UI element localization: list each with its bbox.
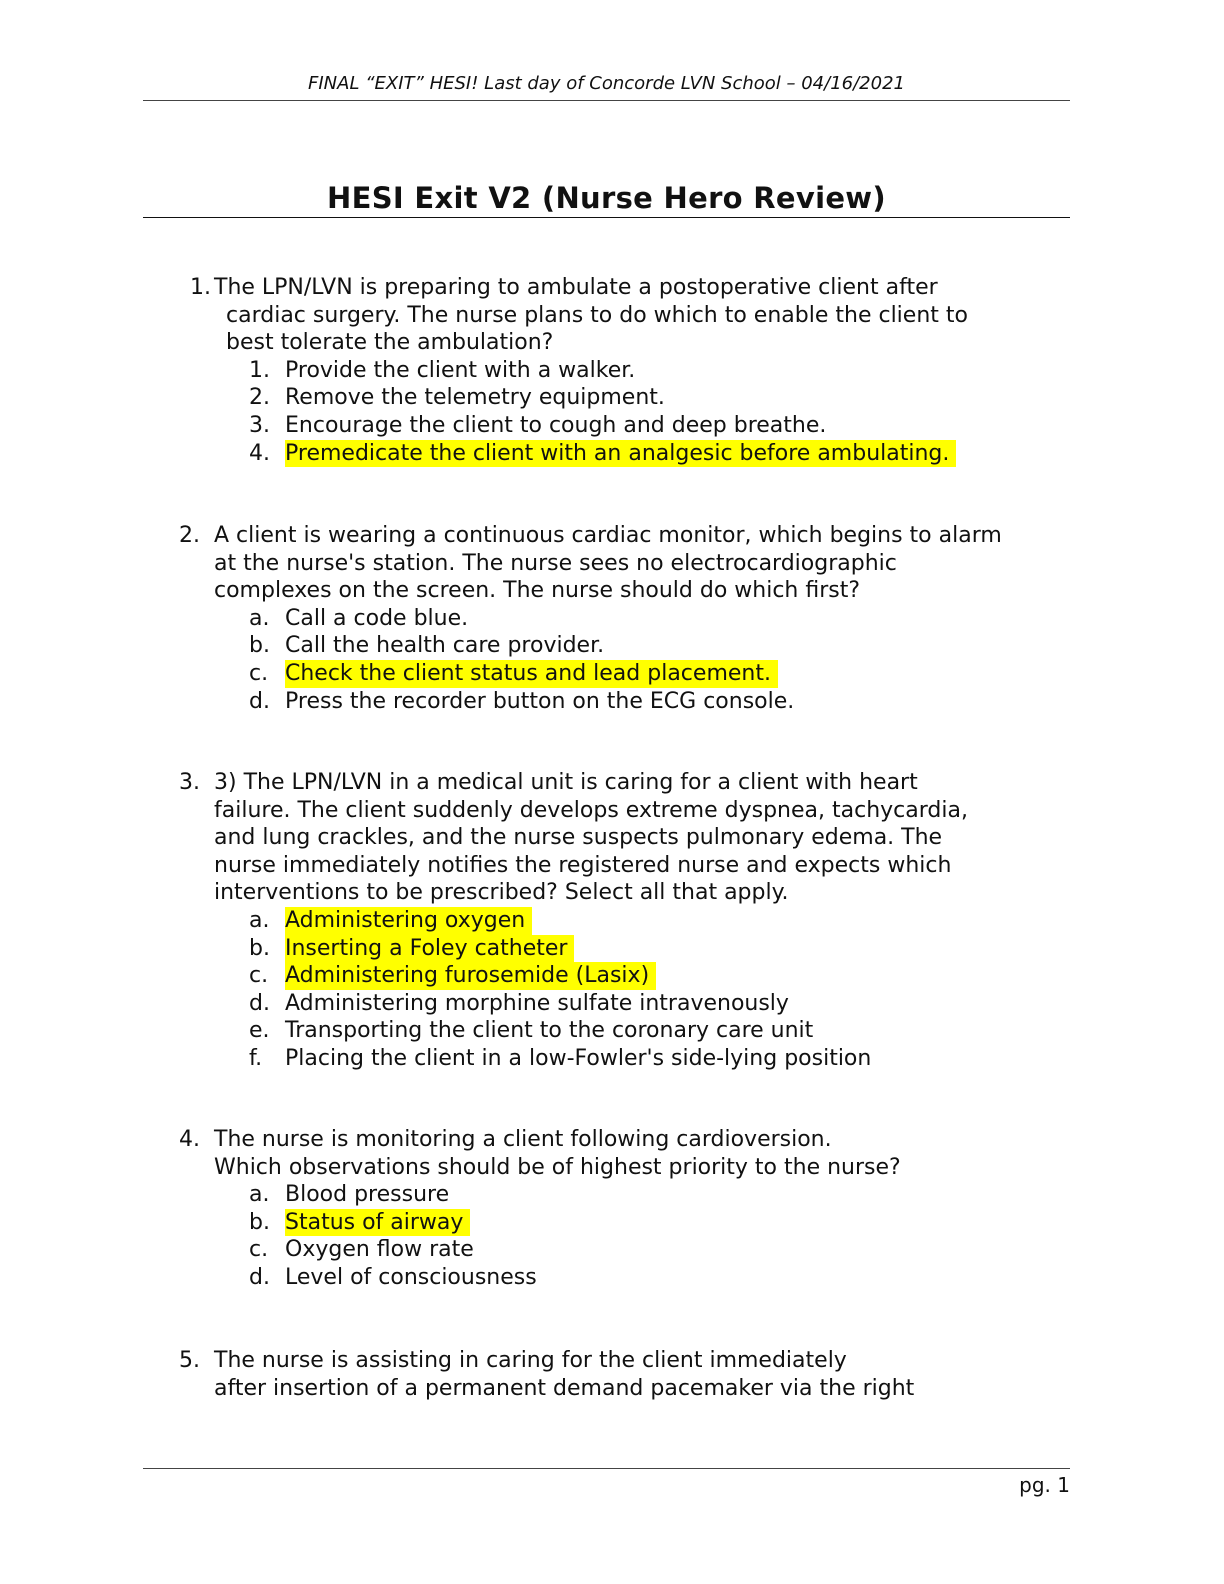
- question-text-line: best tolerate the ambulation?: [226, 330, 554, 356]
- option-marker: 4.: [249, 440, 270, 466]
- option-marker: e.: [249, 1018, 270, 1044]
- question-text-line: failure. The client suddenly develops extreme dyspnea, tachycardia,: [214, 797, 968, 823]
- option-text: Press the recorder button on the ECG console.: [285, 688, 795, 714]
- option-marker: d.: [249, 990, 270, 1016]
- question-text-line: and lung crackles, and the nurse suspects pulmonary edema. The: [214, 825, 943, 851]
- footer-divider: [143, 1468, 1070, 1469]
- option-text: Call the health care provider.: [285, 633, 605, 659]
- option-text: Inserting a Foley catheter: [285, 935, 575, 961]
- option-text: Remove the telemetry equipment.: [285, 385, 665, 411]
- question-text-line: nurse immediately notifies the registered nurse and expects which: [214, 852, 952, 878]
- option-marker: c.: [249, 661, 269, 686]
- question-text-line: after insertion of a permanent demand pacemaker via the right: [214, 1375, 915, 1401]
- option-text: Encourage the client to cough and deep breathe.: [285, 413, 827, 438]
- page-number: pg. 1: [1019, 1473, 1070, 1497]
- option-marker: a.: [249, 908, 270, 933]
- option-marker: d.: [249, 688, 270, 714]
- option-marker: b.: [249, 1209, 270, 1235]
- header-divider: [143, 100, 1070, 101]
- option-text: Oxygen flow rate: [285, 1237, 474, 1263]
- title-underline: [143, 217, 1070, 218]
- option-text: Placing the client in a low-Fowler's side-lying position: [285, 1046, 872, 1071]
- question-number: 4.: [179, 1127, 200, 1152]
- option-marker: a.: [249, 1182, 270, 1208]
- option-marker: c.: [249, 963, 269, 989]
- option-text: Premedicate the client with an analgesic before ambulating.: [285, 440, 957, 466]
- question-text-line: The LPN/LVN is preparing to ambulate a postoperative client after: [214, 275, 938, 300]
- option-marker: c.: [249, 1237, 269, 1263]
- option-marker: b.: [249, 935, 270, 961]
- question-text-line: at the nurse's station. The nurse sees no electrocardiographic: [214, 550, 897, 576]
- option-marker: a.: [249, 605, 270, 631]
- option-text: Blood pressure: [285, 1182, 450, 1208]
- option-text: Status of airway: [285, 1209, 471, 1235]
- option-text: Administering oxygen: [285, 908, 533, 933]
- option-text: Provide the client with a walker.: [285, 357, 636, 383]
- question-text-line: Which observations should be of highest priority to the nurse?: [214, 1154, 901, 1180]
- question-text-line: The nurse is assisting in caring for the client immediately: [214, 1348, 847, 1373]
- option-marker: 1.: [249, 357, 270, 383]
- option-marker: d.: [249, 1265, 270, 1290]
- question-number: 1.: [190, 275, 211, 300]
- running-header: FINAL “EXIT” HESI! Last day of Concorde LVN School – 04/16/2021: [308, 73, 905, 94]
- option-marker: f.: [249, 1046, 263, 1071]
- question-text-line: interventions to be prescribed? Select all that apply.: [214, 880, 789, 906]
- question-text-line: complexes on the screen. The nurse should do which first?: [214, 578, 861, 604]
- option-text: Check the client status and lead placement.: [285, 661, 778, 686]
- option-marker: 3.: [249, 413, 270, 438]
- option-text: Administering furosemide (Lasix): [285, 963, 657, 989]
- option-text: Transporting the client to the coronary care unit: [285, 1018, 814, 1044]
- question-text-line: cardiac surgery. The nurse plans to do which to enable the client to: [226, 302, 968, 328]
- question-number: 5.: [179, 1348, 200, 1373]
- question-text-line: The nurse is monitoring a client following cardioversion.: [214, 1127, 832, 1152]
- option-marker: 2.: [249, 385, 270, 411]
- option-text: Level of consciousness: [285, 1265, 537, 1290]
- question-text-line: 3) The LPN/LVN in a medical unit is caring for a client with heart: [214, 770, 918, 795]
- question-number: 2.: [179, 523, 200, 548]
- question-number: 3.: [179, 770, 200, 795]
- option-text: Call a code blue.: [285, 605, 469, 631]
- option-text: Administering morphine sulfate intravenously: [285, 990, 789, 1016]
- question-text-line: A client is wearing a continuous cardiac monitor, which begins to alarm: [214, 523, 1002, 548]
- page-title: HESI Exit V2 (Nurse Hero Review): [327, 181, 886, 215]
- option-marker: b.: [249, 633, 270, 659]
